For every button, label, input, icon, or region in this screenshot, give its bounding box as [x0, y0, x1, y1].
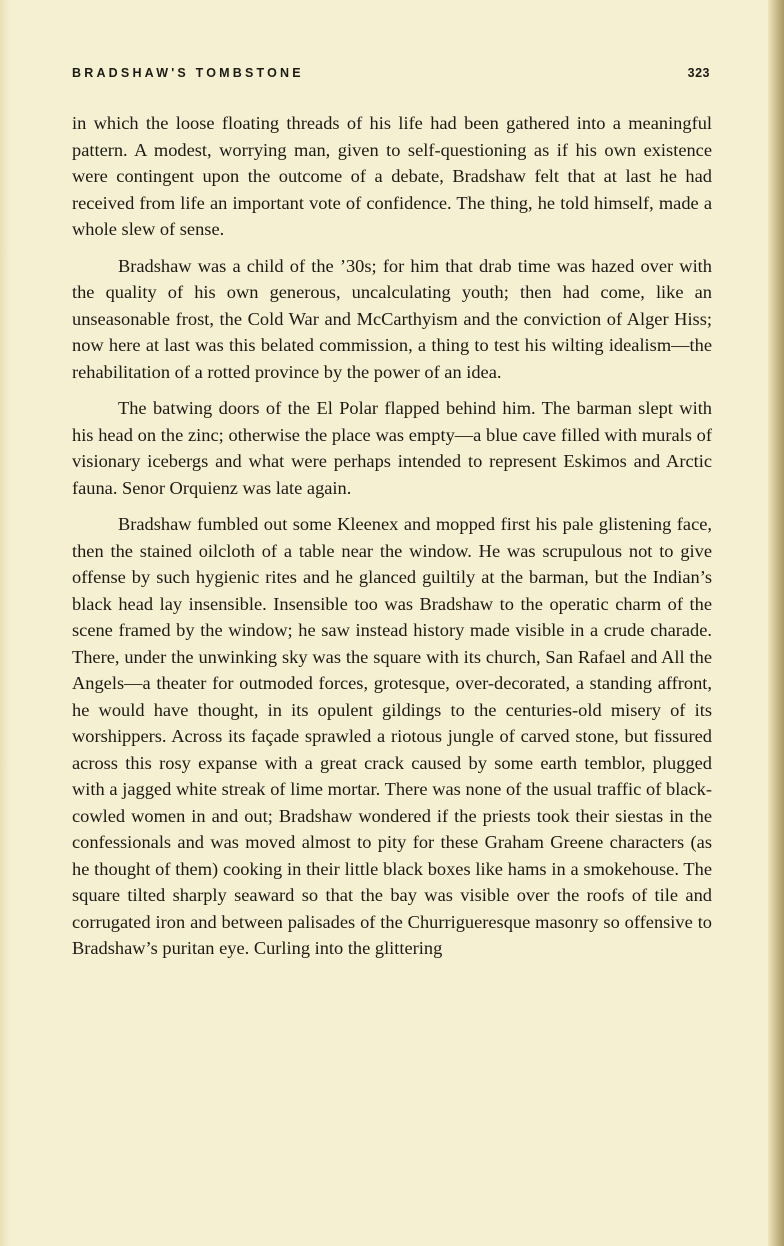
running-head: BRADSHAW'S TOMBSTONE	[72, 66, 304, 80]
paragraph: The batwing doors of the El Polar flapped behind him. The barman slept with his head on the zinc; otherwise the place was empty—a blue cave filled with murals of visionary icebergs and what were perhaps intended to represent Eskimos and Arctic fauna. Senor Orquienz was late again.	[72, 398, 712, 498]
page-header	[72, 64, 712, 86]
page-number: 323	[687, 66, 710, 80]
paragraph: Bradshaw fumbled out some Kleenex and mopped first his pale glistening face, then the stained oilcloth of a table near the window. He was scrupulous not to give offense by such hygienic rites and he glanced guiltily at the barman, but the Indian’s black head lay insensible. Insensible too was Bradshaw to the operatic charm of the scene framed by the window; he saw instead history made visible in a crude charade. There, under the unwinking sky was the square with its church, San Rafael and All the Angels—a theater for outmoded forces, grotesque, over-decorated, a standing affront, he would have thought, in its opulent gildings to the centuries-old misery of its worshippers. Across its façade sprawled a riotous jungle of carved stone, but fissured across this rosy expanse with a great crack caused by some earth temblor, plugged with a jagged white streak of lime mortar. There was none of the usual traffic of black-cowled women in and out; Bradshaw wondered if the priests took their siestas in the confessionals and was moved almost to pity for these Graham Greene characters (as he thought of them) cooking in their little black boxes like hams in a smokehouse. The square tilted sharply seaward so that the bay was visible over the roofs of tile and corrugated iron and between palisades of the Churrigueresque masonry so offensive to Bradshaw’s puritan eye. Curling into the glittering	[72, 514, 712, 958]
page-edge-left	[0, 0, 10, 1246]
paragraph-continued: in which the loose floating threads of his life had been gathered into a meaningful pattern. A modest, worrying man, given to self-questioning as if his own existence were contingent upon the outcome of a debate, Bradshaw felt that at last he had received from life an important vote of confidence. The thing, he told himself, made a whole slew of sense.	[72, 113, 712, 239]
paragraph: Bradshaw was a child of the ’30s; for him that drab time was hazed over with the quality of his own generous, uncalculating youth; then had come, like an unseasonable frost, the Cold War and McCarthyism and the conviction of Alger Hiss; now here at last was this belated commission, a thing to test his wilting idealism—the rehabilitation of a rotted province by the power of an idea.	[72, 255, 712, 382]
page-edge-right	[768, 0, 784, 1246]
body-text	[72, 110, 712, 972]
